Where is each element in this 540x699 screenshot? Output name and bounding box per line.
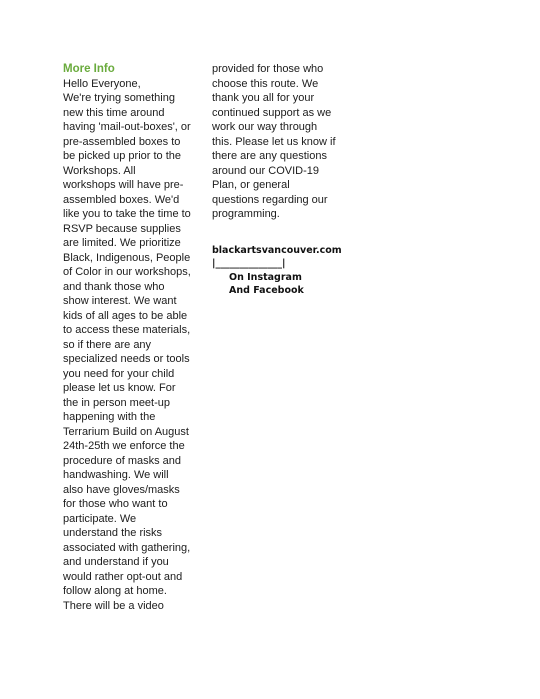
left-column (63, 62, 191, 613)
greeting-text: Hello Everyone, (63, 77, 141, 90)
body-text-right: provided for those who choose this route. We thank you all for your continued support as we work our way through this. Please let us know if there are any questions around our COVID-19 Plan, or general questions regarding our programming. (212, 63, 336, 220)
website-link[interactable]: blackartsvancouver.com (212, 244, 342, 256)
section-heading: More Info (63, 63, 115, 75)
body-text-left: We're trying something new this time around having 'mail-out-boxes', or pre-assembled boxes to be picked up prior to the Workshops. All workshops will have pre-assembled boxes. We'd like you to take the time to RSVP because supplies are limited. We prioritize Black, Indigenous, People of Color in our workshops, and thank those who show interest. We want kids of all ages to be able to access these materials, so if there are any specialized needs or tools you need for your child please let us know. For the in person meet-up happening with the Terrarium Build on August 24th-25th we enforce the procedure of masks and handwashing. We will also have gloves/masks for those who want to participate. We understand the risks associated with gathering, and understand if you would rather opt-out and follow along at home. There will be a video (63, 92, 191, 612)
social-line-facebook: And Facebook (229, 285, 304, 296)
contact-block (212, 244, 342, 298)
divider-line: |______________| (212, 258, 286, 269)
right-column (212, 62, 342, 298)
social-line-instagram: On Instagram (229, 271, 302, 283)
